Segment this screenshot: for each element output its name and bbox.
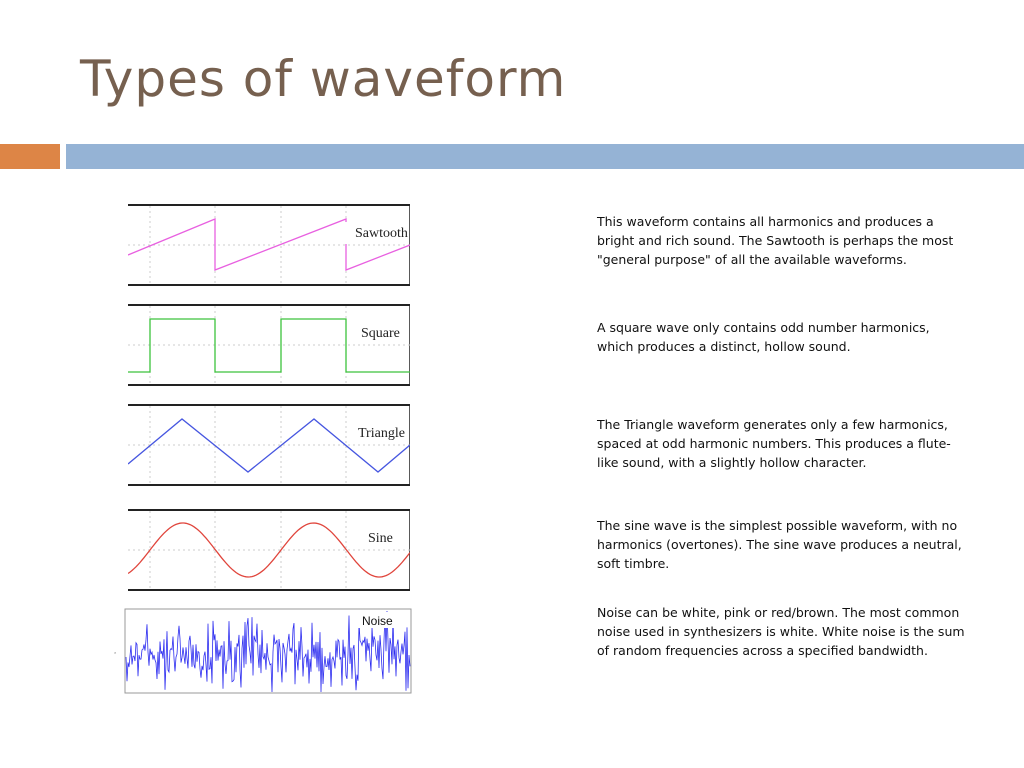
noise-label: Noise bbox=[362, 614, 393, 628]
square-description: A square wave only contains odd number harmonics, which produces a distinct, hollow sound. bbox=[597, 320, 930, 354]
sawtooth-wave-plot bbox=[128, 204, 410, 286]
noise-wave-plot bbox=[112, 608, 412, 694]
sawtooth-panel bbox=[128, 204, 410, 286]
sine-description: The sine wave is the simplest possible waveform, with no harmonics (overtones). The sine wave produces a neutral, soft timbre. bbox=[597, 518, 962, 571]
square-label: Square bbox=[361, 326, 400, 341]
accent-bar-blue bbox=[66, 144, 1024, 169]
slide-title: Types of waveform bbox=[80, 50, 567, 108]
square-wave-plot bbox=[128, 304, 410, 386]
svg-text:×: × bbox=[114, 650, 117, 655]
square-panel bbox=[128, 304, 410, 386]
sine-wave-plot bbox=[128, 509, 410, 591]
sine-panel bbox=[128, 509, 410, 591]
sawtooth-label: Sawtooth bbox=[355, 226, 408, 241]
triangle-description: The Triangle waveform generates only a few harmonics, spaced at odd harmonic numbers. This produces a flute-like sound, with a slightly hollow character. bbox=[597, 417, 951, 470]
triangle-panel bbox=[128, 404, 410, 486]
noise-panel bbox=[112, 608, 412, 694]
triangle-wave-plot bbox=[128, 404, 410, 486]
sine-label: Sine bbox=[368, 531, 393, 546]
triangle-label: Triangle bbox=[358, 426, 405, 441]
noise-description: Noise can be white, pink or red/brown. The most common noise used in synthesizers is white. White noise is the sum of random frequencies across a specified bandwidth. bbox=[597, 605, 965, 658]
accent-bar-orange bbox=[0, 144, 60, 169]
sawtooth-description: This waveform contains all harmonics and produces a bright and rich sound. The Sawtooth is perhaps the most "general purpose" of all the available waveforms. bbox=[597, 214, 954, 267]
